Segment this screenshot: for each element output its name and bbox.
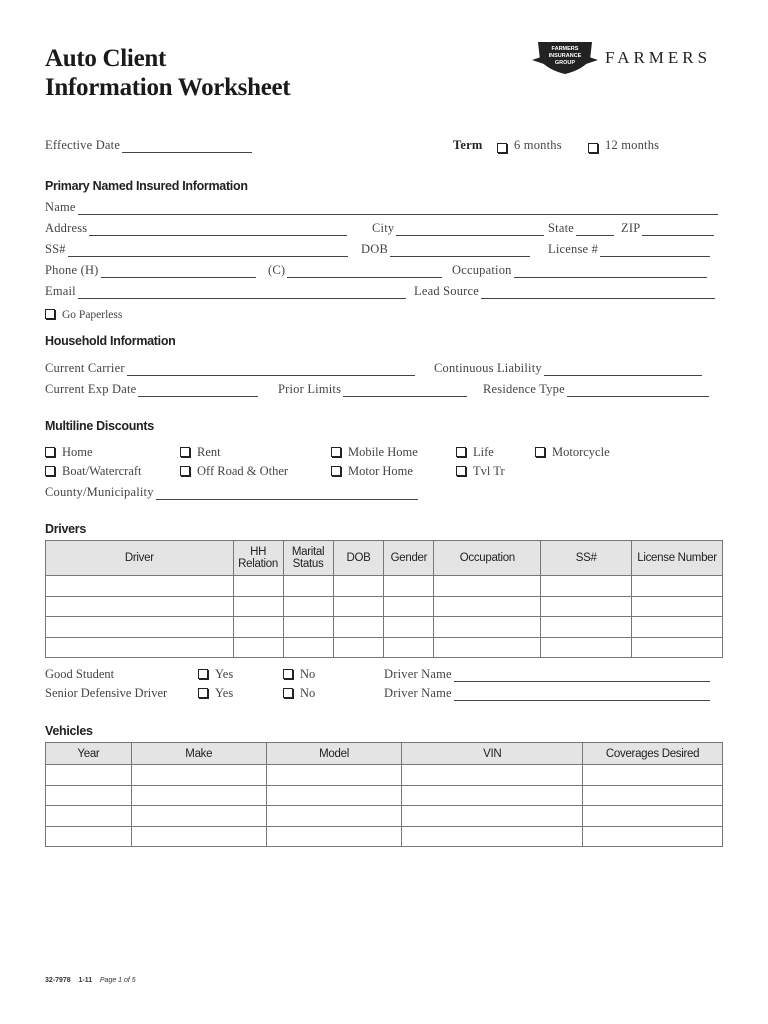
discount-motorcycle[interactable] — [535, 445, 610, 460]
county-row — [45, 485, 723, 501]
col-marital-status: Marital Status — [283, 541, 333, 576]
col-driver: Driver — [46, 541, 234, 576]
driver-cell[interactable] — [333, 576, 384, 597]
vehicle-cell[interactable] — [46, 826, 132, 847]
driver-cell[interactable] — [632, 596, 723, 617]
no-label: No — [300, 667, 316, 681]
county-field[interactable] — [45, 485, 418, 500]
occupation-field[interactable] — [452, 263, 707, 278]
phone-home-field[interactable] — [45, 263, 256, 278]
checkbox[interactable] — [45, 466, 55, 476]
vehicle-cell[interactable] — [266, 826, 402, 847]
driver-cell[interactable] — [541, 617, 632, 638]
driver-cell[interactable] — [283, 637, 333, 658]
good-student-yes[interactable] — [198, 667, 233, 682]
lead-source-label: Lead Source — [414, 284, 480, 298]
driver-cell[interactable] — [632, 576, 723, 597]
term-label: Term — [453, 138, 483, 152]
checkbox[interactable] — [45, 309, 55, 319]
checkbox[interactable] — [331, 447, 341, 457]
current-carrier-label: Current Carrier — [45, 361, 125, 375]
driver-cell[interactable] — [384, 617, 434, 638]
discount-boat[interactable] — [45, 464, 142, 479]
col-occupation: Occupation — [434, 541, 541, 576]
checkbox[interactable] — [535, 447, 545, 457]
senior-driver-row — [384, 686, 724, 702]
prior-limits-label: Prior Limits — [278, 382, 342, 396]
address-label: Address — [45, 221, 88, 235]
address-field[interactable] — [45, 221, 347, 236]
discount-rent[interactable] — [180, 445, 221, 460]
col-coverages-desired: Coverages Desired — [583, 743, 723, 765]
dob-label: DOB — [361, 242, 388, 256]
vehicle-cell[interactable] — [402, 785, 583, 806]
driver-cell[interactable] — [541, 576, 632, 597]
primary-insured-heading: Primary Named Insured Information — [45, 179, 248, 193]
name-row — [45, 200, 723, 216]
city-label: City — [372, 221, 395, 235]
col-vin: VIN — [402, 743, 583, 765]
vehicle-row — [46, 806, 723, 827]
name-label: Name — [45, 200, 76, 214]
term-12-months-option[interactable] — [588, 138, 659, 153]
go-paperless-label: Go Paperless — [62, 309, 123, 321]
checkbox[interactable] — [331, 466, 341, 476]
driver-name-label: Driver Name — [384, 686, 452, 700]
driver-cell[interactable] — [233, 617, 283, 638]
discount-travel-trailer[interactable] — [456, 464, 505, 479]
current-carrier-field[interactable] — [45, 361, 415, 376]
driver-cell[interactable] — [233, 576, 283, 597]
vehicle-cell[interactable] — [583, 806, 723, 827]
discount-home[interactable] — [45, 445, 93, 460]
driver-cell[interactable] — [632, 637, 723, 658]
checkbox[interactable] — [283, 669, 293, 679]
col-gender: Gender — [384, 541, 434, 576]
driver-cell[interactable] — [333, 637, 384, 658]
good-student-driver-row — [384, 667, 724, 683]
vehicles-heading: Vehicles — [45, 724, 93, 738]
driver-cell[interactable] — [46, 637, 234, 658]
driver-cell[interactable] — [384, 637, 434, 658]
discount-off-road-label: Off Road & Other — [197, 464, 289, 478]
driver-cell[interactable] — [541, 637, 632, 658]
driver-cell[interactable] — [283, 617, 333, 638]
prior-limits-field[interactable] — [278, 382, 467, 397]
household-heading: Household Information — [45, 334, 176, 348]
discount-motor-home-label: Motor Home — [348, 464, 413, 478]
form-title — [45, 44, 290, 102]
ss-field[interactable] — [45, 242, 348, 257]
vehicle-cell[interactable] — [402, 826, 583, 847]
discount-motorcycle-label: Motorcycle — [552, 445, 610, 459]
phone-home-label: Phone (H) — [45, 263, 99, 277]
vehicles-table — [45, 742, 723, 847]
svg-text:FARMERS: FARMERS — [551, 46, 579, 52]
occupation-label: Occupation — [452, 263, 512, 277]
form-footer — [45, 977, 136, 984]
current-exp-date-label: Current Exp Date — [45, 382, 137, 396]
multiline-discounts-heading: Multiline Discounts — [45, 419, 154, 433]
driver-cell[interactable] — [283, 576, 333, 597]
driver-cell[interactable] — [333, 617, 384, 638]
discount-off-road[interactable] — [180, 464, 288, 479]
discount-travel-trailer-label: Tvl Tr — [473, 464, 505, 478]
driver-cell[interactable] — [541, 596, 632, 617]
effective-date-field[interactable] — [45, 138, 252, 153]
dob-field[interactable] — [361, 242, 530, 257]
driver-cell[interactable] — [233, 596, 283, 617]
email-row — [45, 284, 723, 300]
driver-cell[interactable] — [434, 576, 541, 597]
ss-row — [45, 242, 723, 258]
form-revision: 1-11 — [78, 977, 93, 984]
senior-defensive-no[interactable] — [283, 686, 315, 701]
address-row — [45, 221, 723, 237]
driver-cell[interactable] — [434, 596, 541, 617]
senior-defensive-label: Senior Defensive Driver — [45, 686, 168, 700]
driver-cell[interactable] — [434, 617, 541, 638]
continuous-liability-field[interactable] — [434, 361, 702, 376]
vehicle-cell[interactable] — [583, 765, 723, 786]
vehicle-row — [46, 785, 723, 806]
vehicle-cell[interactable] — [46, 806, 132, 827]
residence-type-field[interactable] — [483, 382, 709, 397]
checkbox[interactable] — [588, 143, 598, 153]
term-6-months-label: 6 months — [514, 138, 562, 152]
vehicle-cell[interactable] — [46, 785, 132, 806]
good-student-no[interactable] — [283, 667, 315, 682]
drivers-heading: Drivers — [45, 522, 86, 536]
senior-driver-name-field[interactable] — [384, 686, 710, 701]
driver-name-label: Driver Name — [384, 667, 452, 681]
term-12-months-label: 12 months — [605, 138, 660, 152]
driver-cell[interactable] — [333, 596, 384, 617]
checkbox[interactable] — [456, 466, 466, 476]
col-license-number: License Number — [632, 541, 723, 576]
good-student-driver-name-field[interactable] — [384, 667, 710, 682]
discount-motor-home[interactable] — [331, 464, 413, 479]
vehicle-cell[interactable] — [266, 765, 402, 786]
vehicle-cell[interactable] — [402, 806, 583, 827]
driver-cell[interactable] — [46, 617, 234, 638]
name-field[interactable] — [45, 200, 718, 215]
driver-cell[interactable] — [283, 596, 333, 617]
phone-cell-label: (C) — [268, 263, 286, 277]
driver-cell[interactable] — [46, 576, 234, 597]
checkbox[interactable] — [198, 669, 208, 679]
farmers-shield-logo — [530, 38, 600, 76]
col-hh-relation: HH Relation — [233, 541, 283, 576]
vehicles-header-row — [46, 743, 723, 765]
driver-cell[interactable] — [632, 617, 723, 638]
driver-row — [46, 596, 723, 617]
form-number: 32-7978 — [45, 977, 71, 984]
vehicle-cell[interactable] — [583, 826, 723, 847]
checkbox[interactable] — [283, 688, 293, 698]
vehicle-cell[interactable] — [131, 765, 266, 786]
go-paperless-option[interactable] — [45, 309, 122, 321]
col-dob: DOB — [333, 541, 384, 576]
col-year: Year — [46, 743, 132, 765]
col-ss: SS# — [541, 541, 632, 576]
state-label: State — [548, 221, 574, 235]
vehicle-cell[interactable] — [131, 785, 266, 806]
state-field[interactable] — [548, 221, 614, 236]
checkbox[interactable] — [497, 143, 507, 153]
discount-life-label: Life — [473, 445, 494, 459]
discount-mobile-home[interactable] — [331, 445, 418, 460]
effective-date-label: Effective Date — [45, 138, 121, 152]
driver-row — [46, 617, 723, 638]
license-field[interactable] — [548, 242, 710, 257]
page-number: Page 1 of 5 — [99, 977, 136, 984]
farmers-wordmark: FARMERS — [605, 48, 712, 67]
phone-row — [45, 263, 723, 279]
residence-type-label: Residence Type — [483, 382, 565, 396]
checkbox[interactable] — [198, 688, 208, 698]
drivers-header-row — [46, 541, 723, 576]
yes-label: Yes — [215, 667, 234, 681]
vehicle-cell[interactable] — [266, 785, 402, 806]
term-6-months-option[interactable] — [497, 138, 562, 153]
svg-text:INSURANCE: INSURANCE — [548, 53, 582, 59]
senior-defensive-yes[interactable] — [198, 686, 233, 701]
license-label: License # — [548, 242, 599, 256]
county-label: County/Municipality — [45, 485, 154, 499]
discount-mobile-home-label: Mobile Home — [348, 445, 418, 459]
vehicle-cell[interactable] — [46, 765, 132, 786]
checkbox[interactable] — [45, 447, 55, 457]
svg-text:GROUP: GROUP — [554, 60, 576, 66]
email-label: Email — [45, 284, 76, 298]
email-field[interactable] — [45, 284, 406, 299]
phone-cell-field[interactable] — [268, 263, 442, 278]
title-line-2: Information Worksheet — [45, 74, 291, 101]
zip-label: ZIP — [621, 221, 641, 235]
current-exp-date-field[interactable] — [45, 382, 258, 397]
ss-label: SS# — [45, 242, 66, 256]
zip-field[interactable] — [621, 221, 714, 236]
driver-cell[interactable] — [46, 596, 234, 617]
vehicle-row — [46, 826, 723, 847]
discount-rent-label: Rent — [197, 445, 221, 459]
col-model: Model — [266, 743, 402, 765]
exp-date-row — [45, 382, 723, 398]
driver-cell[interactable] — [434, 637, 541, 658]
driver-cell[interactable] — [384, 596, 434, 617]
continuous-liability-label: Continuous Liability — [434, 361, 542, 375]
vehicle-cell[interactable] — [583, 785, 723, 806]
discount-boat-label: Boat/Watercraft — [62, 464, 142, 478]
discount-home-label: Home — [62, 445, 93, 459]
vehicle-cell[interactable] — [131, 806, 266, 827]
driver-row — [46, 637, 723, 658]
vehicle-cell[interactable] — [131, 826, 266, 847]
vehicle-cell[interactable] — [402, 765, 583, 786]
vehicle-cell[interactable] — [266, 806, 402, 827]
good-student-label: Good Student — [45, 667, 115, 681]
drivers-table — [45, 540, 723, 658]
discount-life[interactable] — [456, 445, 494, 460]
carrier-row — [45, 361, 723, 377]
driver-row — [46, 576, 723, 597]
vehicle-row — [46, 765, 723, 786]
col-make: Make — [131, 743, 266, 765]
checkbox[interactable] — [456, 447, 466, 457]
title-line-1: Auto Client — [45, 45, 167, 72]
city-field[interactable] — [372, 221, 544, 236]
checkbox[interactable] — [180, 447, 190, 457]
driver-cell[interactable] — [384, 576, 434, 597]
driver-cell[interactable] — [233, 637, 283, 658]
yes-label: Yes — [215, 686, 234, 700]
checkbox[interactable] — [180, 466, 190, 476]
lead-source-field[interactable] — [414, 284, 715, 299]
no-label: No — [300, 686, 316, 700]
